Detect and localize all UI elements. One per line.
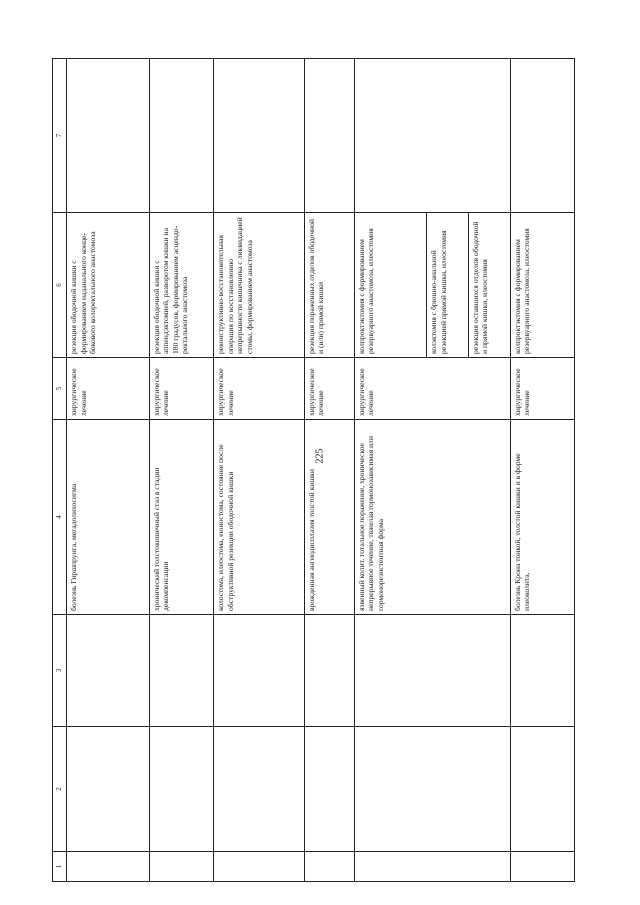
cell-empty: [214, 727, 305, 852]
cell-empty: [510, 59, 574, 213]
cell-empty: [67, 852, 150, 882]
table-row: [214, 59, 305, 882]
cell-empty: [354, 59, 510, 213]
cell-method: колэктомия с брюшно-анальной резекцией прямой кишки, илеостомия: [427, 213, 469, 358]
cell-disease: хронический толстокишечный стаз в стадии декомпенсации: [149, 420, 213, 615]
cell-empty: [304, 615, 354, 727]
column-header: 5: [53, 358, 67, 420]
cell-empty: [149, 615, 213, 727]
cell-disease: болезнь Гиршпрунга, мегадолихосигма: [67, 420, 150, 615]
cell-disease: врожденная ангиодисплазия толстой кишки: [304, 420, 354, 615]
cell-empty: [214, 852, 305, 882]
cell-disease: болезнь Крона тонкой, толстой кишки и в форме илеоколита,: [510, 420, 574, 615]
cell-treatment: хирургическое лечение: [304, 358, 354, 420]
column-header: 2: [53, 727, 67, 852]
cell-disease: язвенный колит, тотальное поражение, хроническое непрерывное течение, тяжелая гормонозависимая или гормонорезистентная форма: [354, 420, 510, 615]
cell-method: колпроктэктомия с формированием резервуарного анастомоза, илеостомия: [354, 213, 426, 358]
header-row: [53, 59, 67, 882]
column-header: 7: [53, 59, 67, 213]
table-row: [510, 59, 574, 882]
cell-method: резекция ободочной кишки с аппендэктомией, разворотом кишки на 180 градусов, формированием асцендо-ректального анастомоза: [149, 213, 213, 358]
cell-empty: [354, 727, 510, 852]
cell-empty: [510, 727, 574, 852]
column-header: 3: [53, 615, 67, 727]
cell-empty: [214, 615, 305, 727]
cell-treatment: хирургическое лечение: [510, 358, 574, 420]
cell-empty: [304, 727, 354, 852]
column-header: 4: [53, 420, 67, 615]
cell-empty: [354, 852, 510, 882]
cell-method: резекция пораженных отделов ободочной и (или) прямой кишки: [304, 213, 354, 358]
cell-treatment: хирургическое лечение: [354, 358, 510, 420]
page-number: 225: [314, 448, 326, 464]
table-row: [149, 59, 213, 882]
cell-treatment: хирургическое лечение: [67, 358, 150, 420]
cell-empty: [510, 852, 574, 882]
cell-empty: [510, 615, 574, 727]
column-header: 1: [53, 852, 67, 882]
cell-method: резекция ободочной кишки с формированием наданального конце-бокового колоректального анастомоза: [67, 213, 150, 358]
table-row: [67, 59, 150, 882]
cell-treatment: хирургическое лечение: [149, 358, 213, 420]
cell-empty: [304, 852, 354, 882]
cell-empty: [214, 59, 305, 213]
rotated-table-wrapper: [52, 59, 575, 882]
table-row: [304, 59, 354, 882]
cell-disease: колостома, илеостома, еюностома, состояние после обструктивной резекции ободочной кишки: [214, 420, 305, 615]
cell-empty: [149, 59, 213, 213]
cell-empty: [67, 59, 150, 213]
column-header: 6: [53, 213, 67, 358]
cell-empty: [67, 615, 150, 727]
cell-empty: [354, 615, 510, 727]
cell-treatment: хирургическое лечение: [214, 358, 305, 420]
cell-method: колпроктэктомия с формированием резервуарного анастомоза, илеостомия: [510, 213, 574, 358]
cell-empty: [67, 727, 150, 852]
cell-method: резекция оставшихся отделов ободочной и прямой кишки, илеостомия: [468, 213, 510, 358]
cell-empty: [149, 727, 213, 852]
cell-empty: [149, 852, 213, 882]
procedures-table: [52, 58, 575, 882]
cell-method: реконструктивно-восстановительная операция по восстановлению непрерывности кишечника с ликвидацией стомы, формированием анастомоза: [214, 213, 305, 358]
cell-empty: [304, 59, 354, 213]
table-row: [354, 59, 426, 882]
